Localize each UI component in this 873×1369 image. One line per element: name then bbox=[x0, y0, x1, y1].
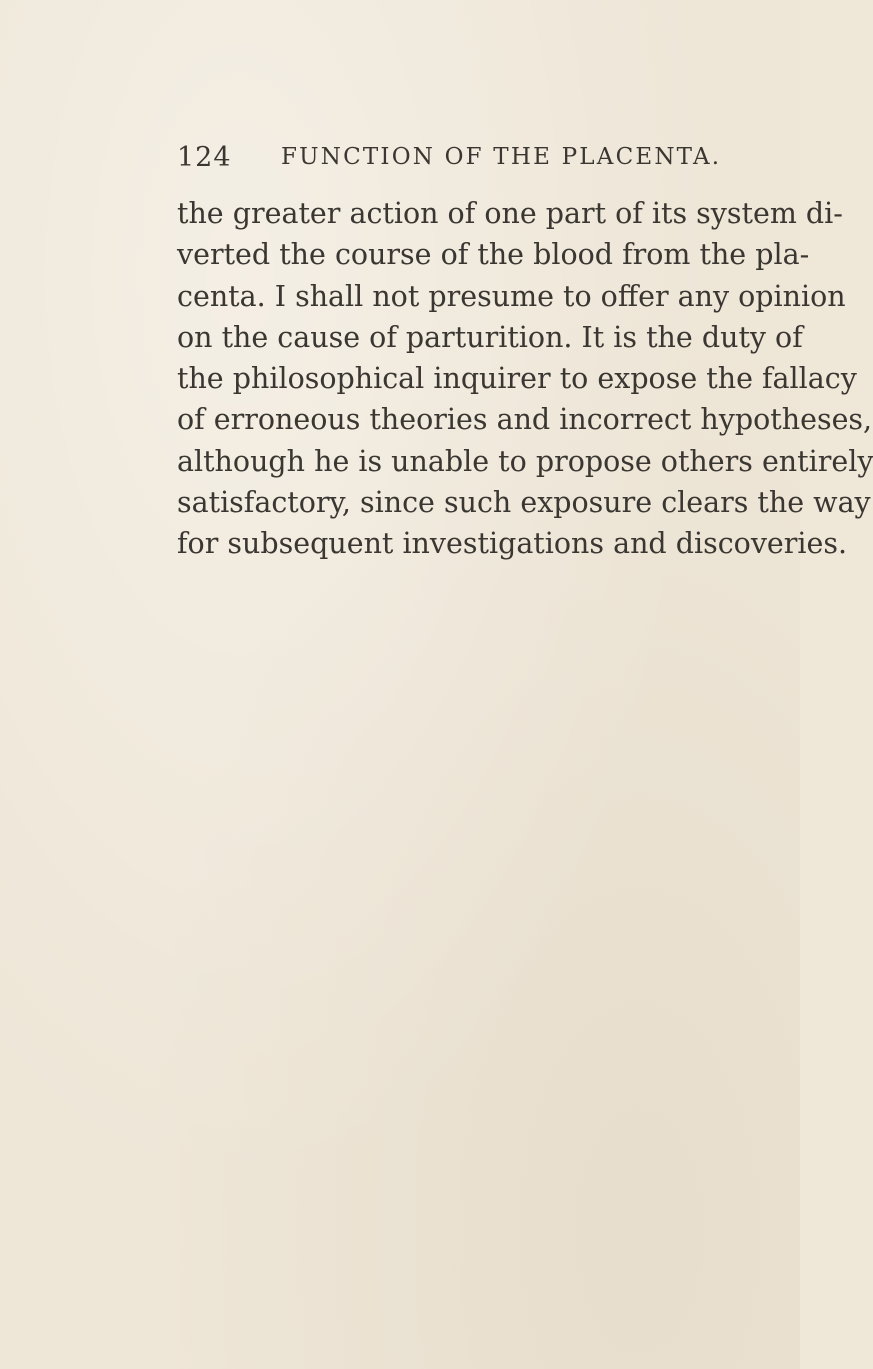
text-line: of erroneous theories and incorrect hypotheses, bbox=[177, 403, 873, 437]
running-title: FUNCTION OF THE PLACENTA. bbox=[281, 144, 722, 170]
text-line: on the cause of parturition. It is the duty of bbox=[177, 320, 803, 354]
text-line: verted the course of the blood from the pla- bbox=[177, 238, 810, 272]
text-line: the philosophical inquirer to expose the fallacy bbox=[177, 362, 857, 396]
page-number: 124 bbox=[177, 142, 232, 173]
body-paragraph bbox=[177, 193, 873, 565]
running-head bbox=[177, 142, 777, 182]
text-line: although he is unable to propose others entirely bbox=[177, 444, 873, 478]
text-line: centa. I shall not presume to offer any opinion bbox=[177, 279, 846, 313]
text-line: satisfactory, since such exposure clears the way bbox=[177, 486, 871, 520]
text-line: for subsequent investigations and discoveries. bbox=[177, 527, 848, 561]
text-line: the greater action of one part of its system di- bbox=[177, 197, 843, 230]
